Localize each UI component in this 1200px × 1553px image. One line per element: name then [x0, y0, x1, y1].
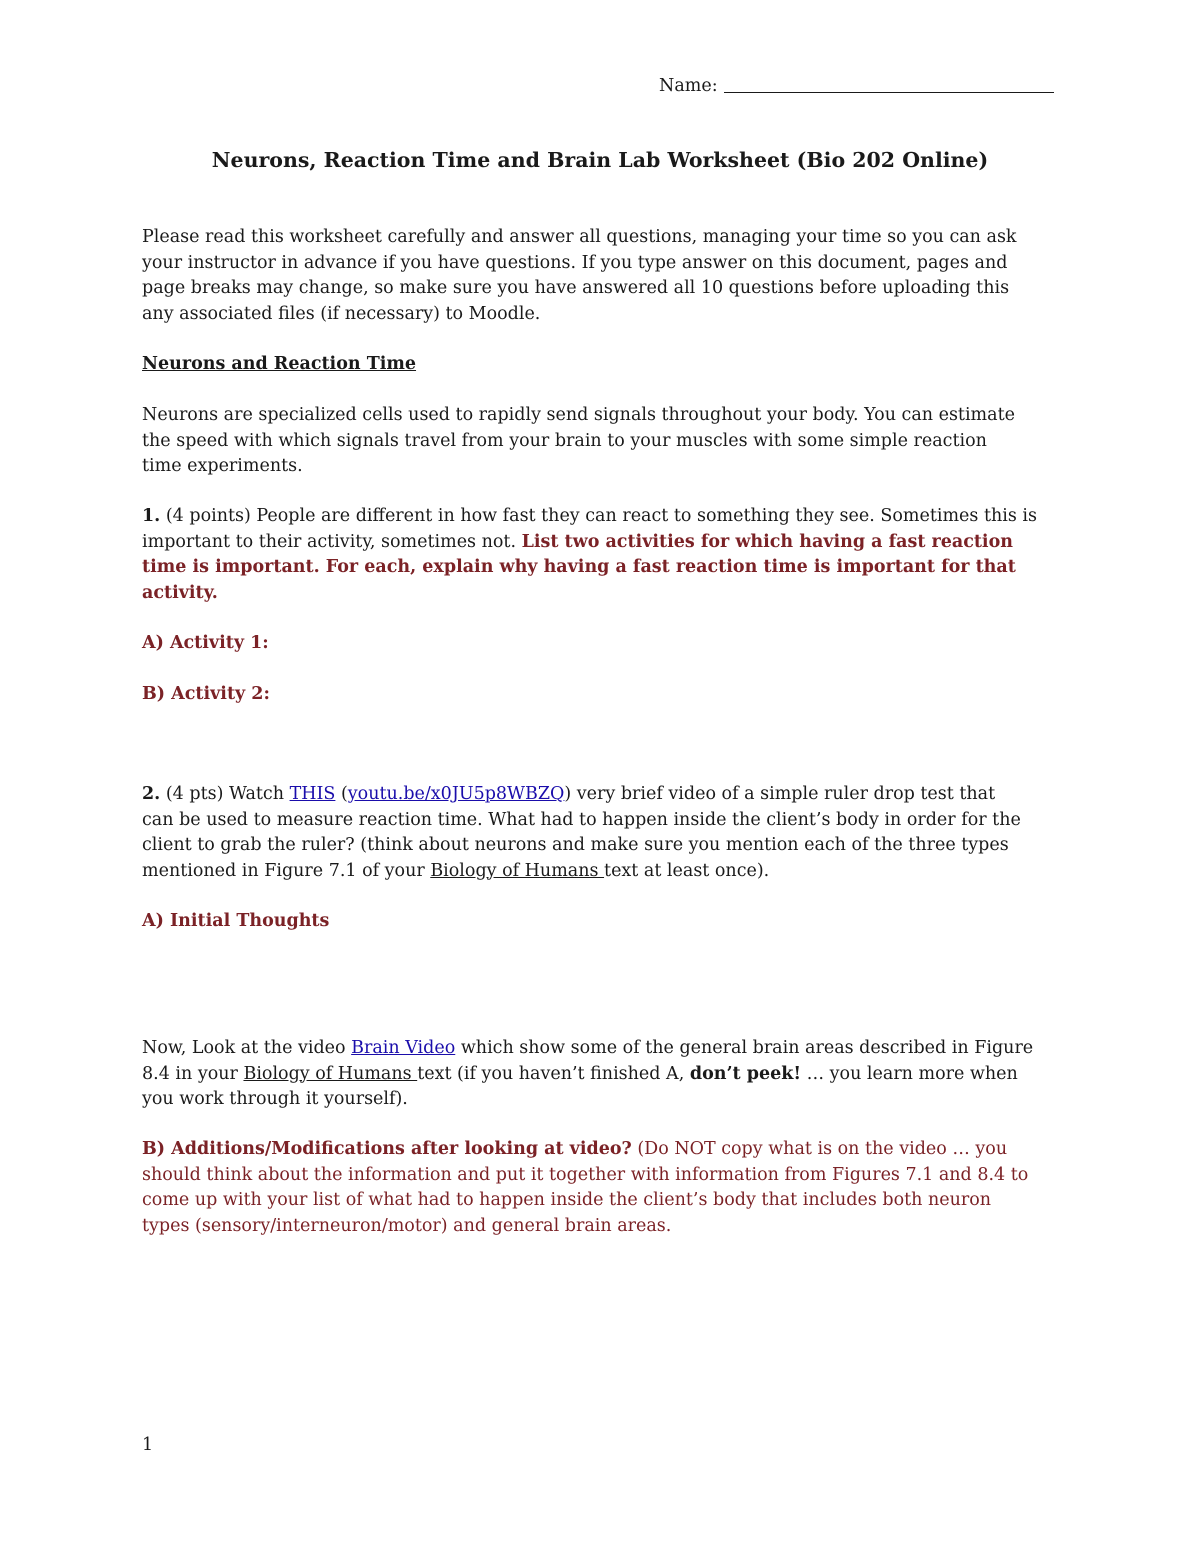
question-text: (4 pts) Watch	[165, 784, 290, 804]
paragraph-text: 8.4 in your	[142, 1063, 244, 1084]
question-text: client to grab the ruler? (think about neurons and make sure you mention each of the three types	[142, 835, 1009, 855]
textbook-title: Biology of Humans	[430, 860, 605, 881]
intro-line: page breaks may change, so make sure you have answered all 10 questions before uploading this	[142, 278, 1010, 298]
question-text: (4 points) People are different in how fast they can react to something they see. Sometimes this is	[165, 506, 1037, 526]
intro-paragraph	[142, 225, 1060, 327]
name-label: Name:	[659, 76, 718, 96]
question-2	[142, 782, 1060, 884]
answer-label-additions: B) Additions/Modifications after looking at video?	[142, 1139, 632, 1159]
instruction-text: should think about the information and put it together with information from Figures 7.1 and 8.4 to	[142, 1164, 1029, 1185]
question-2b	[142, 1137, 1060, 1239]
section-line: Neurons are specialized cells used to rapidly send signals throughout your body. You can estimate	[142, 405, 1015, 425]
brain-video-link[interactable]: Brain Video	[351, 1038, 456, 1058]
section-intro-paragraph	[142, 403, 1060, 480]
name-field-row	[659, 74, 1054, 100]
instruction-text: come up with your list of what had to happen inside the client’s body that includes both neuron	[142, 1190, 992, 1210]
question-text: mentioned in Figure 7.1 of your	[142, 860, 431, 881]
question-prompt: activity.	[142, 582, 218, 603]
question-prompt: List two activities for which having a fast reaction	[521, 531, 1013, 552]
question-1	[142, 504, 1060, 606]
instruction-text: types (sensory/interneuron/motor) and general brain areas.	[142, 1215, 672, 1236]
question-text: can be used to measure reaction time. What had to happen inside the client’s body in order for the	[142, 809, 1021, 830]
intro-line: Please read this worksheet carefully and answer all questions, managing your time so you can ask	[142, 227, 1017, 247]
emphasis-text: don’t peek!	[689, 1063, 802, 1084]
section-heading: Neurons and Reaction Time	[142, 354, 417, 374]
brain-video-paragraph	[142, 1036, 1060, 1113]
paragraph-text: Now, Look at the video	[142, 1038, 352, 1058]
section-line: time experiments.	[142, 456, 303, 476]
question-prompt: time is important. For each, explain why having a fast reaction time is important for that	[142, 557, 1016, 577]
this-video-link[interactable]: THIS	[289, 784, 336, 804]
answer-label-initial-thoughts: A) Initial Thoughts	[142, 911, 330, 931]
answer-label-activity-1: A) Activity 1:	[142, 633, 269, 653]
paragraph-text: you work through it yourself).	[142, 1089, 408, 1109]
textbook-title: Biology of Humans	[243, 1063, 418, 1084]
instruction-text: (Do NOT copy what is on the video … you	[631, 1139, 1008, 1159]
name-blank-line[interactable]	[724, 74, 1054, 93]
question-number: 2.	[142, 784, 161, 804]
question-number: 1.	[142, 506, 161, 526]
intro-line: any associated files (if necessary) to Moodle.	[142, 303, 541, 324]
paragraph-text: text (if you haven’t finished A,	[417, 1063, 690, 1084]
question-text: ) very brief video of a simple ruler drop test that	[564, 784, 996, 804]
page-title: Neurons, Reaction Time and Brain Lab Worksheet (Bio 202 Online)	[211, 148, 989, 172]
youtube-url-link[interactable]: youtu.be/x0JU5p8WBZQ	[347, 784, 565, 804]
question-text: (	[335, 784, 348, 804]
paragraph-text: … you learn more when	[801, 1063, 1018, 1084]
page-number: 1	[142, 1435, 154, 1455]
question-text: important to their activity, sometimes not.	[142, 531, 522, 552]
section-line: the speed with which signals travel from your brain to your muscles with some simple reaction	[142, 430, 987, 451]
answer-label-activity-2: B) Activity 2:	[142, 684, 270, 704]
question-text: text at least once).	[604, 860, 770, 881]
paragraph-text: which show some of the general brain areas described in Figure	[455, 1038, 1034, 1058]
intro-line: your instructor in advance if you have questions. If you type answer on this document, pages and	[142, 252, 1008, 273]
